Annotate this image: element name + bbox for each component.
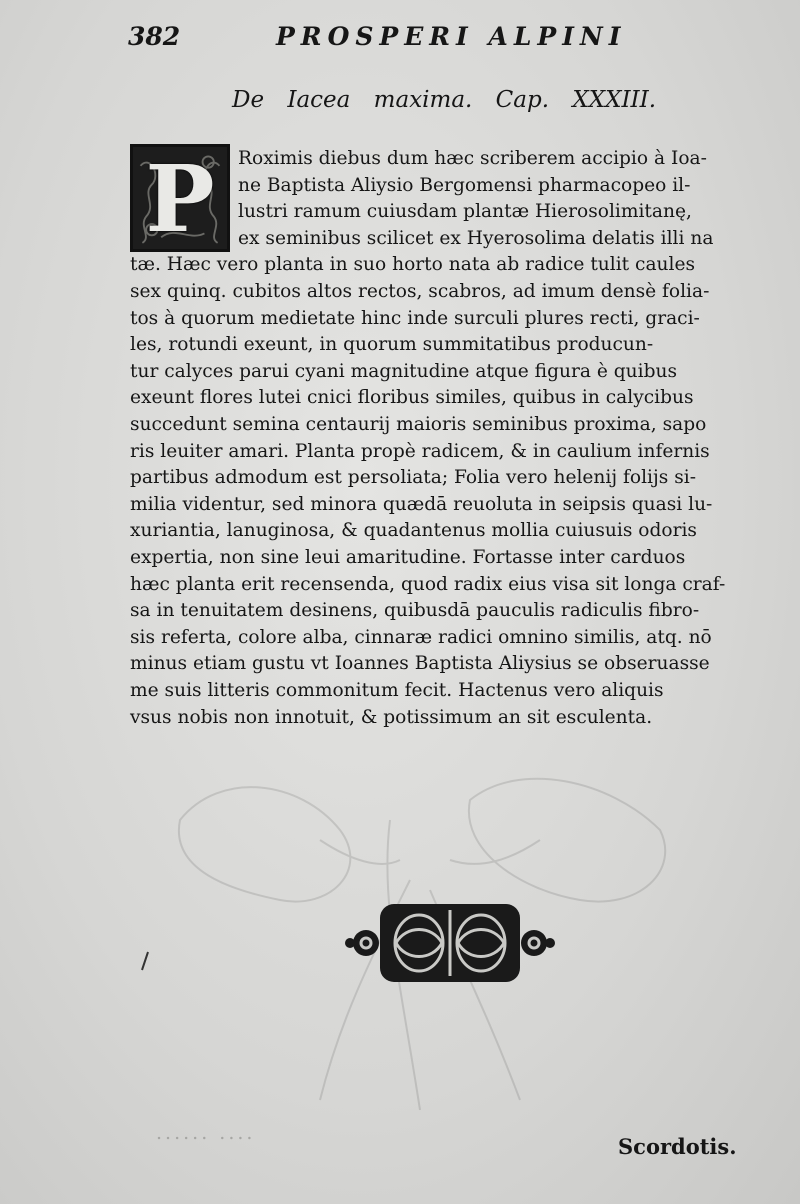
decorated-initial: [130, 144, 230, 252]
chapter-heading: [232, 87, 682, 113]
text-line: tur calyces parui cyani magnitudine atque figura è quibus: [130, 360, 678, 382]
chapter-number: Cap. XXXIII.: [495, 87, 657, 113]
text-line: expertia, non sine leui amaritudine. Fortasse inter carduos: [130, 547, 686, 568]
text-line: exeunt flores lutei cnici floribus similes, quibus in calycibus: [130, 387, 694, 409]
running-head-title: PROSPERI ALPINI: [276, 22, 627, 51]
text-line: ex seminibus scilicet ex Hyerosolima delatis illi na: [238, 227, 714, 249]
text-line: les, rotundi exeunt, in quorum summitatibus producun-: [130, 334, 654, 356]
chapter-title: De Iacea maxima.: [232, 87, 473, 113]
page-number: 382: [128, 22, 181, 51]
text-line: xuriantia, lanuginosa, & quadantenus mollia cuiusuis odoris: [130, 520, 697, 542]
initial-letter: P: [145, 145, 215, 253]
text-line: lustri ramum cuiusdam plantæ Hierosolimitanę,: [238, 201, 692, 223]
text-line: sis referta, colore alba, cinnaræ radici omnino similis, atq. nō: [130, 626, 712, 648]
printer-ornament: [344, 900, 556, 986]
text-line: milia videntur, sed minora quædā reuoluta in seipsis quasi lu-: [130, 493, 713, 515]
text-line: ne Baptista Aliysio Bergomensi pharmacopeo il-: [238, 174, 691, 196]
running-header: [128, 22, 688, 56]
text-line: succedunt semina centaurij maioris seminibus proxima, sapo: [130, 414, 707, 435]
ink-mark: [140, 950, 150, 972]
text-line: sa in tenuitatem desinens, quibusdā pauculis radiculis fibro-: [130, 600, 700, 622]
text-line: me suis litteris commonitum fecit. Hactenus vero aliquis: [130, 680, 664, 701]
text-line: ris leuiter amari. Planta propè radicem, & in caulium infernis: [130, 440, 710, 462]
text-line: partibus admodum est persoliata; Folia vero helenij folijs si-: [130, 467, 696, 489]
catchword: Scordotis.: [618, 1134, 737, 1159]
text-line: Roximis diebus dum hæc scriberem accipio à Ioa-: [238, 148, 707, 169]
text-line: tæ. Hæc vero planta in suo horto nata ab radice tulit caules: [130, 254, 696, 276]
text-line: hæc planta erit recensenda, quod radix eius visa sit longa craf-: [130, 573, 726, 595]
text-line: minus etiam gustu vt Ioannes Baptista Aliysius se obseruasse: [130, 653, 710, 675]
text-line: tos à quorum medietate hinc inde surculi plures recti, graci-: [130, 307, 700, 329]
text-line: vsus nobis non innotuit, & potissimum an sit esculenta.: [130, 706, 653, 728]
show-through-text: ...... ....: [156, 1122, 256, 1144]
text-line: sex quinq. cubitos altos rectos, scabros, ad imum densè folia-: [130, 281, 710, 302]
